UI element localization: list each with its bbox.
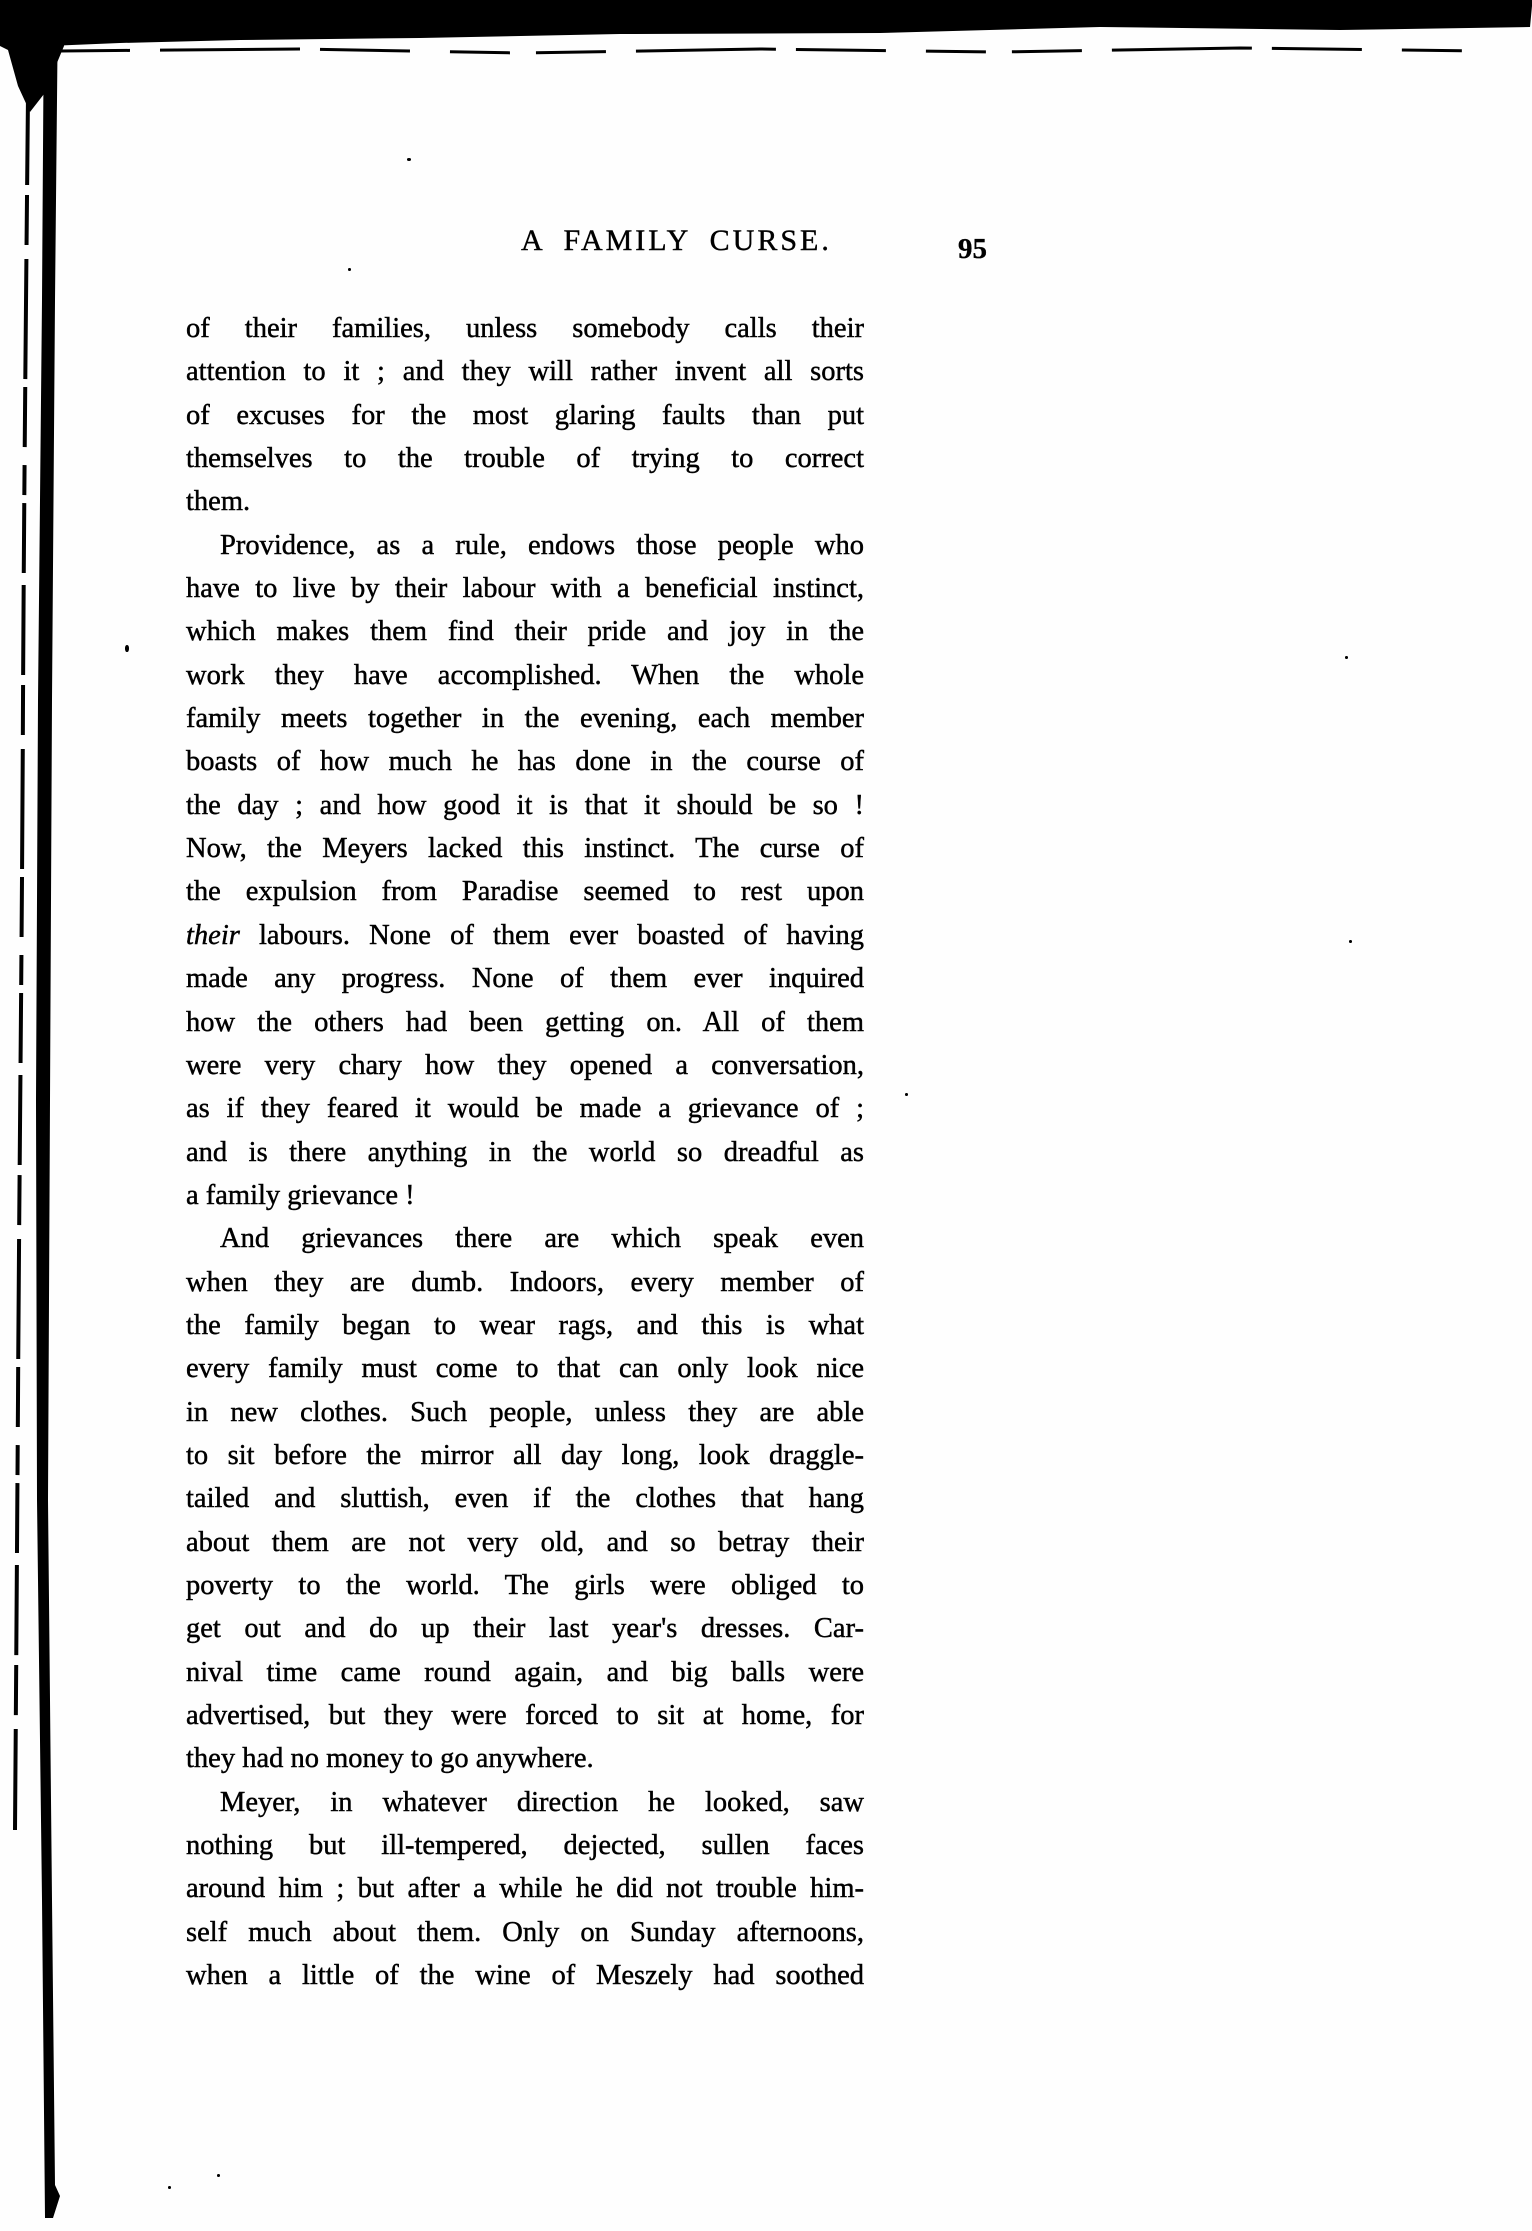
scan-speck bbox=[905, 1093, 908, 1096]
scan-artifact-top-bar bbox=[0, 0, 1532, 130]
text-line: how the others had been getting on. All of them bbox=[186, 1006, 864, 1038]
text-line: nival time came round again, and big balls were bbox=[186, 1656, 864, 1688]
text-line: their labours. None of them ever boasted of having bbox=[186, 919, 864, 951]
scan-speck bbox=[407, 158, 411, 161]
text-line: poverty to the world. The girls were obliged to bbox=[186, 1569, 864, 1601]
text-line: and is there anything in the world so dreadful as bbox=[186, 1136, 864, 1168]
text-line: a family grievance ! bbox=[186, 1179, 415, 1211]
text-line: they had no money to go anywhere. bbox=[186, 1743, 594, 1775]
text-line: when they are dumb. Indoors, every member of bbox=[186, 1266, 864, 1298]
text-line: as if they feared it would be made a grievance of ; bbox=[186, 1093, 864, 1125]
text-line: Providence, as a rule, endows those people who bbox=[220, 529, 864, 561]
text-line: the day ; and how good it is that it should be so ! bbox=[186, 789, 864, 821]
text-line: which makes them find their pride and joy in the bbox=[186, 616, 864, 648]
text-line: made any progress. None of them ever inquired bbox=[186, 963, 864, 995]
text-line: of their families, unless somebody calls their bbox=[186, 313, 864, 344]
running-title: A FAMILY CURSE. bbox=[521, 224, 832, 257]
text-line: family meets together in the evening, each member bbox=[186, 703, 864, 735]
text-line: the expulsion from Paradise seemed to rest upon bbox=[186, 876, 864, 908]
text-line: attention to it ; and they will rather invent all sorts bbox=[186, 356, 864, 388]
scan-speck bbox=[1345, 656, 1348, 659]
text-line: nothing but ill-tempered, dejected, sullen faces bbox=[186, 1830, 864, 1862]
text-line: advertised, but they were forced to sit at home, for bbox=[186, 1700, 864, 1731]
text-line: about them are not very old, and so betray their bbox=[186, 1526, 864, 1558]
text-line: every family must come to that can only look nice bbox=[186, 1353, 864, 1385]
text-block bbox=[186, 307, 864, 1997]
text-line: to sit before the mirror all day long, look draggle- bbox=[186, 1439, 864, 1471]
text-line: themselves to the trouble of trying to correct bbox=[186, 443, 864, 475]
text-line: them. bbox=[186, 486, 251, 518]
text-line: get out and do up their last year's dresses. Car- bbox=[186, 1613, 864, 1645]
text-line: tailed and sluttish, even if the clothes that hang bbox=[186, 1483, 864, 1515]
text-line: the family began to wear rags, and this is what bbox=[186, 1309, 864, 1341]
text-line: Now, the Meyers lacked this instinct. The curse of bbox=[186, 833, 864, 865]
scan-artifact-spine-lines bbox=[0, 0, 90, 2231]
text-line: And grievances there are which speak even bbox=[220, 1223, 864, 1255]
scan-speck bbox=[217, 2174, 220, 2177]
text-line: in new clothes. Such people, unless they are able bbox=[186, 1396, 864, 1428]
text-line: when a little of the wine of Meszely had soothed bbox=[186, 1960, 864, 1992]
scan-speck bbox=[348, 268, 351, 271]
text-line: were very chary how they opened a conversation, bbox=[186, 1049, 864, 1081]
text-line: Meyer, in whatever direction he looked, saw bbox=[220, 1786, 864, 1818]
scan-speck bbox=[168, 2186, 171, 2189]
text-line: boasts of how much he has done in the course of bbox=[186, 746, 864, 778]
page-number: 95 bbox=[958, 233, 987, 265]
text-line: have to live by their labour with a beneficial instinct, bbox=[186, 573, 864, 605]
text-line: of excuses for the most glaring faults than put bbox=[186, 399, 864, 431]
text-line: self much about them. Only on Sunday afternoons, bbox=[186, 1916, 864, 1948]
text-line: work they have accomplished. When the whole bbox=[186, 659, 864, 691]
scan-speck bbox=[1349, 940, 1352, 943]
text-line: around him ; but after a while he did not trouble him- bbox=[186, 1873, 864, 1905]
scan-speck bbox=[125, 645, 129, 652]
